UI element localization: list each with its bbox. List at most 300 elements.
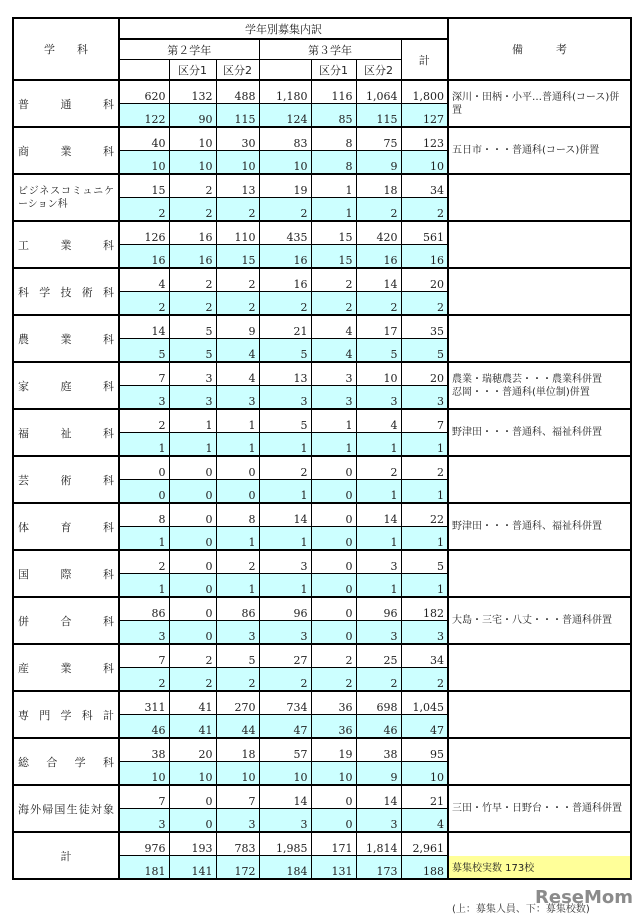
table-row <box>13 691 631 715</box>
school-count-cell: 1 <box>401 433 448 457</box>
quota-cell: 2 <box>311 268 356 292</box>
quota-cell: 311 <box>119 691 169 715</box>
quota-cell: 4 <box>119 268 169 292</box>
recruitment-table <box>12 17 632 880</box>
school-count-cell: 2 <box>259 198 311 222</box>
table-row <box>13 503 631 527</box>
school-count-cell: 3 <box>259 621 311 645</box>
table-row <box>13 550 631 574</box>
quota-cell: 0 <box>169 550 216 574</box>
subject-label: 専門学科計 <box>13 691 119 738</box>
quota-cell: 116 <box>311 80 356 104</box>
school-count-cell: 10 <box>119 151 169 175</box>
school-count-cell: 3 <box>119 809 169 833</box>
school-count-cell: 4 <box>216 339 259 363</box>
school-count-cell: 2 <box>119 198 169 222</box>
school-count-cell: 3 <box>356 386 401 410</box>
school-count-cell: 181 <box>119 856 169 880</box>
quota-cell: 7 <box>119 644 169 668</box>
table-row <box>13 80 631 104</box>
school-count-cell: 1 <box>259 574 311 598</box>
school-count-cell: 1 <box>356 480 401 504</box>
school-count-cell: 1 <box>401 574 448 598</box>
quota-cell: 21 <box>259 315 311 339</box>
school-count-cell: 1 <box>356 574 401 598</box>
school-count-cell: 3 <box>216 621 259 645</box>
school-count-cell: 172 <box>216 856 259 880</box>
quota-cell: 40 <box>119 127 169 151</box>
table-row <box>13 785 631 809</box>
quota-cell: 1 <box>216 409 259 433</box>
school-count-cell: 0 <box>169 527 216 551</box>
table-row <box>13 315 631 339</box>
school-count-cell: 2 <box>216 668 259 692</box>
school-count-cell: 2 <box>259 292 311 316</box>
quota-cell: 1,045 <box>401 691 448 715</box>
grade3-kubun1-header: 区分1 <box>311 60 356 81</box>
table-row <box>13 738 631 762</box>
school-count-cell: 5 <box>401 339 448 363</box>
quota-cell: 25 <box>356 644 401 668</box>
quota-cell: 3 <box>169 362 216 386</box>
school-count-cell: 2 <box>356 292 401 316</box>
school-count-cell: 2 <box>401 668 448 692</box>
quota-cell: 13 <box>259 362 311 386</box>
legend-note: (上：募集人員、下：募集校数) <box>452 904 590 915</box>
school-count-cell: 2 <box>311 668 356 692</box>
quota-cell: 20 <box>169 738 216 762</box>
school-count-cell: 0 <box>169 621 216 645</box>
quota-cell: 14 <box>259 503 311 527</box>
quota-cell: 2 <box>169 174 216 198</box>
quota-cell: 75 <box>356 127 401 151</box>
quota-cell: 2 <box>216 268 259 292</box>
subject-label: 福祉科 <box>13 409 119 456</box>
remark-cell <box>448 832 631 879</box>
subject-label: 計 <box>13 832 119 879</box>
school-count-cell: 9 <box>356 762 401 786</box>
subject-label: 総合学科 <box>13 738 119 785</box>
quota-cell: 96 <box>356 597 401 621</box>
quota-cell: 14 <box>259 785 311 809</box>
school-count-cell: 0 <box>311 809 356 833</box>
quota-cell: 2,961 <box>401 832 448 856</box>
subject-label: 産業科 <box>13 644 119 691</box>
quota-cell: 36 <box>311 691 356 715</box>
grade3-header: 第３学年 <box>259 39 401 60</box>
quota-cell: 1,985 <box>259 832 311 856</box>
school-count-cell: 3 <box>356 621 401 645</box>
school-count-cell: 1 <box>356 433 401 457</box>
table-row <box>13 268 631 292</box>
quota-cell: 0 <box>311 785 356 809</box>
quota-cell: 30 <box>216 127 259 151</box>
subject-label: 工業科 <box>13 221 119 268</box>
subject-label: 芸術科 <box>13 456 119 503</box>
quota-cell: 0 <box>311 597 356 621</box>
quota-cell: 0 <box>119 456 169 480</box>
school-count-cell: 127 <box>401 104 448 128</box>
school-count-cell: 46 <box>356 715 401 739</box>
school-count-cell: 184 <box>259 856 311 880</box>
school-count-cell: 15 <box>216 245 259 269</box>
table-row <box>13 456 631 480</box>
remark-cell <box>448 315 631 362</box>
quota-cell: 41 <box>169 691 216 715</box>
school-count-cell: 2 <box>169 292 216 316</box>
quota-cell: 734 <box>259 691 311 715</box>
remark-cell <box>448 550 631 597</box>
quota-cell: 4 <box>356 409 401 433</box>
school-count-cell: 1 <box>216 574 259 598</box>
quota-cell: 7 <box>216 785 259 809</box>
school-count-cell: 2 <box>216 198 259 222</box>
table-row <box>13 644 631 668</box>
quota-cell: 4 <box>311 315 356 339</box>
school-count-cell: 10 <box>169 762 216 786</box>
grade2-header: 第２学年 <box>119 39 259 60</box>
remark-cell <box>448 644 631 691</box>
school-count-cell: 16 <box>401 245 448 269</box>
quota-cell: 561 <box>401 221 448 245</box>
school-count-cell: 1 <box>356 527 401 551</box>
quota-cell: 126 <box>119 221 169 245</box>
quota-cell: 3 <box>259 550 311 574</box>
school-count-cell: 0 <box>311 527 356 551</box>
quota-cell: 15 <box>311 221 356 245</box>
quota-cell: 18 <box>216 738 259 762</box>
quota-cell: 20 <box>401 268 448 292</box>
quota-cell: 96 <box>259 597 311 621</box>
quota-cell: 976 <box>119 832 169 856</box>
school-count-cell: 5 <box>119 339 169 363</box>
school-count-cell: 122 <box>119 104 169 128</box>
school-count-cell: 2 <box>401 198 448 222</box>
school-count: 募集校実数 173校 <box>449 856 630 878</box>
school-count-cell: 47 <box>259 715 311 739</box>
recruitment-table-container <box>12 17 632 880</box>
quota-cell: 38 <box>356 738 401 762</box>
quota-cell: 5 <box>216 644 259 668</box>
quota-cell: 16 <box>169 221 216 245</box>
quota-cell: 2 <box>169 268 216 292</box>
school-count-cell: 1 <box>259 480 311 504</box>
school-count-cell: 3 <box>401 621 448 645</box>
school-count-cell: 124 <box>259 104 311 128</box>
quota-cell: 19 <box>259 174 311 198</box>
quota-cell: 2 <box>356 456 401 480</box>
school-count-cell: 41 <box>169 715 216 739</box>
quota-cell: 270 <box>216 691 259 715</box>
quota-cell: 2 <box>216 550 259 574</box>
quota-cell: 2 <box>119 409 169 433</box>
school-count-cell: 1 <box>259 433 311 457</box>
remark-cell <box>448 456 631 503</box>
quota-cell: 57 <box>259 738 311 762</box>
school-count-cell: 1 <box>119 574 169 598</box>
school-count-cell: 15 <box>311 245 356 269</box>
quota-cell: 14 <box>119 315 169 339</box>
quota-cell: 1,064 <box>356 80 401 104</box>
school-count-cell: 2 <box>259 668 311 692</box>
quota-cell: 620 <box>119 80 169 104</box>
school-count-cell: 115 <box>356 104 401 128</box>
school-count-cell: 9 <box>356 151 401 175</box>
quota-cell: 420 <box>356 221 401 245</box>
quota-cell: 21 <box>401 785 448 809</box>
school-count-cell: 10 <box>259 151 311 175</box>
subject-label: ビジネスコミュニケーション科 <box>13 174 119 221</box>
table-row <box>13 409 631 433</box>
school-count-cell: 10 <box>401 762 448 786</box>
school-count-cell: 4 <box>311 339 356 363</box>
quota-cell: 1,800 <box>401 80 448 104</box>
quota-cell: 19 <box>311 738 356 762</box>
school-count-cell: 5 <box>169 339 216 363</box>
school-count-cell: 36 <box>311 715 356 739</box>
quota-cell: 4 <box>216 362 259 386</box>
school-count-cell: 1 <box>401 527 448 551</box>
quota-cell: 86 <box>216 597 259 621</box>
school-count-cell: 46 <box>119 715 169 739</box>
quota-cell: 2 <box>169 644 216 668</box>
quota-cell: 14 <box>356 503 401 527</box>
school-count-cell: 10 <box>259 762 311 786</box>
school-count-cell: 2 <box>119 668 169 692</box>
school-count-cell: 0 <box>119 480 169 504</box>
quota-cell: 5 <box>401 550 448 574</box>
school-count-cell: 131 <box>311 856 356 880</box>
quota-cell: 83 <box>259 127 311 151</box>
school-count-cell: 2 <box>356 198 401 222</box>
school-count-cell: 10 <box>216 762 259 786</box>
school-count-cell: 3 <box>356 809 401 833</box>
school-count-cell: 10 <box>216 151 259 175</box>
quota-cell: 110 <box>216 221 259 245</box>
school-count-cell: 0 <box>169 574 216 598</box>
remark-cell: 農業・瑞穂農芸・・・農業科併置 忍岡・・・普通科(単位制)併置 <box>448 362 631 409</box>
grade3-all-header <box>259 60 311 81</box>
table-row <box>13 597 631 621</box>
quota-cell: 0 <box>311 503 356 527</box>
school-count-cell: 1 <box>216 527 259 551</box>
quota-cell: 3 <box>356 550 401 574</box>
quota-cell: 38 <box>119 738 169 762</box>
quota-cell: 15 <box>119 174 169 198</box>
quota-cell: 9 <box>216 315 259 339</box>
school-count-cell: 2 <box>119 292 169 316</box>
quota-cell: 182 <box>401 597 448 621</box>
school-count-cell: 0 <box>311 621 356 645</box>
quota-cell: 1 <box>311 174 356 198</box>
subject-label: 併合科 <box>13 597 119 644</box>
quota-cell: 0 <box>311 456 356 480</box>
quota-cell: 698 <box>356 691 401 715</box>
grade2-kubun1-header: 区分1 <box>169 60 216 81</box>
remark-cell: 五日市・・・普通科(コース)併置 <box>448 127 631 174</box>
quota-cell: 0 <box>169 597 216 621</box>
quota-cell: 0 <box>216 456 259 480</box>
subject-header: 学 科 <box>13 18 119 80</box>
school-count-cell: 3 <box>401 386 448 410</box>
quota-cell: 14 <box>356 785 401 809</box>
school-count-cell: 3 <box>169 386 216 410</box>
quota-cell: 20 <box>401 362 448 386</box>
quota-cell: 2 <box>259 456 311 480</box>
quota-cell: 2 <box>119 550 169 574</box>
quota-cell: 8 <box>119 503 169 527</box>
remark-cell: 野津田・・・普通科、福祉科併置 <box>448 503 631 550</box>
quota-cell: 34 <box>401 644 448 668</box>
school-count-cell: 16 <box>356 245 401 269</box>
quota-cell: 8 <box>216 503 259 527</box>
school-count-cell: 2 <box>311 292 356 316</box>
school-count-cell: 16 <box>259 245 311 269</box>
school-count-cell: 3 <box>311 386 356 410</box>
quota-cell: 5 <box>169 315 216 339</box>
quota-cell: 10 <box>356 362 401 386</box>
quota-cell: 2 <box>401 456 448 480</box>
quota-cell: 1 <box>311 409 356 433</box>
grade3-kubun2-header: 区分2 <box>356 60 401 81</box>
quota-cell: 0 <box>169 503 216 527</box>
quota-cell: 7 <box>401 409 448 433</box>
remark-cell: 三田・竹早・日野台・・・普通科併置 <box>448 785 631 832</box>
school-count-cell: 5 <box>259 339 311 363</box>
school-count-cell: 1 <box>119 527 169 551</box>
school-count-cell: 10 <box>311 762 356 786</box>
school-count-cell: 1 <box>119 433 169 457</box>
remark-cell: 大島・三宅・八丈・・・普通科併置 <box>448 597 631 644</box>
quota-cell: 86 <box>119 597 169 621</box>
quota-cell: 0 <box>169 456 216 480</box>
quota-cell: 18 <box>356 174 401 198</box>
subject-label: 海外帰国生徒対象 <box>13 785 119 832</box>
school-count-cell: 2 <box>169 198 216 222</box>
table-row <box>13 174 631 198</box>
school-count-cell: 47 <box>401 715 448 739</box>
quota-cell: 435 <box>259 221 311 245</box>
quota-cell: 0 <box>169 785 216 809</box>
total-header: 計 <box>401 39 448 80</box>
quota-cell: 5 <box>259 409 311 433</box>
school-count-cell: 16 <box>169 245 216 269</box>
school-count-cell: 1 <box>401 480 448 504</box>
school-count-cell: 3 <box>119 621 169 645</box>
quota-cell: 14 <box>356 268 401 292</box>
quota-cell: 7 <box>119 362 169 386</box>
quota-cell: 2 <box>311 644 356 668</box>
quota-cell: 171 <box>311 832 356 856</box>
school-count-cell: 44 <box>216 715 259 739</box>
remarks-header: 備 考 <box>448 18 631 80</box>
quota-cell: 123 <box>401 127 448 151</box>
school-count-cell: 5 <box>356 339 401 363</box>
quota-cell: 193 <box>169 832 216 856</box>
remark-cell <box>448 221 631 268</box>
school-count-cell: 2 <box>401 292 448 316</box>
school-count-cell: 2 <box>216 292 259 316</box>
remark-cell: 深川・田柄・小平…普通科(コース)併置 <box>448 80 631 127</box>
school-count-cell: 0 <box>311 574 356 598</box>
school-count-cell: 1 <box>259 527 311 551</box>
school-count-cell: 1 <box>311 433 356 457</box>
subject-label: 普通科 <box>13 80 119 127</box>
table-row <box>13 127 631 151</box>
remark-cell <box>448 268 631 315</box>
school-count-cell: 3 <box>259 809 311 833</box>
school-count-cell: 3 <box>216 809 259 833</box>
quota-cell: 132 <box>169 80 216 104</box>
remark-cell <box>448 174 631 221</box>
quota-cell: 783 <box>216 832 259 856</box>
school-count-cell: 141 <box>169 856 216 880</box>
quota-cell: 10 <box>169 127 216 151</box>
subject-label: 商業科 <box>13 127 119 174</box>
quota-cell: 1,814 <box>356 832 401 856</box>
quota-cell: 17 <box>356 315 401 339</box>
quota-cell: 1,180 <box>259 80 311 104</box>
school-count-cell: 0 <box>169 480 216 504</box>
school-count-cell: 3 <box>119 386 169 410</box>
school-count-cell: 2 <box>356 668 401 692</box>
table-row <box>13 221 631 245</box>
remark-cell <box>448 738 631 785</box>
school-count-cell: 3 <box>216 386 259 410</box>
school-count-cell: 1 <box>216 433 259 457</box>
quota-cell: 27 <box>259 644 311 668</box>
breakdown-header: 学年別募集内訳 <box>119 18 448 39</box>
table-row <box>13 832 631 856</box>
quota-cell: 16 <box>259 268 311 292</box>
quota-cell: 35 <box>401 315 448 339</box>
remark-cell <box>448 691 631 738</box>
school-count-cell: 115 <box>216 104 259 128</box>
quota-cell: 7 <box>119 785 169 809</box>
quota-cell: 8 <box>311 127 356 151</box>
quota-cell: 3 <box>311 362 356 386</box>
school-count-cell: 16 <box>119 245 169 269</box>
quota-cell: 34 <box>401 174 448 198</box>
table-row <box>13 362 631 386</box>
quota-cell: 22 <box>401 503 448 527</box>
quota-cell: 0 <box>311 550 356 574</box>
grade2-all-header <box>119 60 169 81</box>
grade2-kubun2-header: 区分2 <box>216 60 259 81</box>
school-count-cell: 4 <box>401 809 448 833</box>
subject-label: 科学技術科 <box>13 268 119 315</box>
school-count-cell: 90 <box>169 104 216 128</box>
school-count-cell: 188 <box>401 856 448 880</box>
school-count-cell: 10 <box>401 151 448 175</box>
school-count-cell: 2 <box>169 668 216 692</box>
subject-label: 家庭科 <box>13 362 119 409</box>
school-count-cell: 1 <box>169 433 216 457</box>
school-count-cell: 0 <box>216 480 259 504</box>
school-count-cell: 85 <box>311 104 356 128</box>
school-count-cell: 0 <box>311 480 356 504</box>
quota-cell: 1 <box>169 409 216 433</box>
subject-label: 国際科 <box>13 550 119 597</box>
school-count-cell: 8 <box>311 151 356 175</box>
school-count-cell: 10 <box>119 762 169 786</box>
school-count-cell: 0 <box>169 809 216 833</box>
quota-cell: 488 <box>216 80 259 104</box>
watermark-logo: ReseMom <box>535 887 634 908</box>
school-count-cell: 10 <box>169 151 216 175</box>
school-count-cell: 3 <box>259 386 311 410</box>
school-count-cell: 1 <box>311 198 356 222</box>
